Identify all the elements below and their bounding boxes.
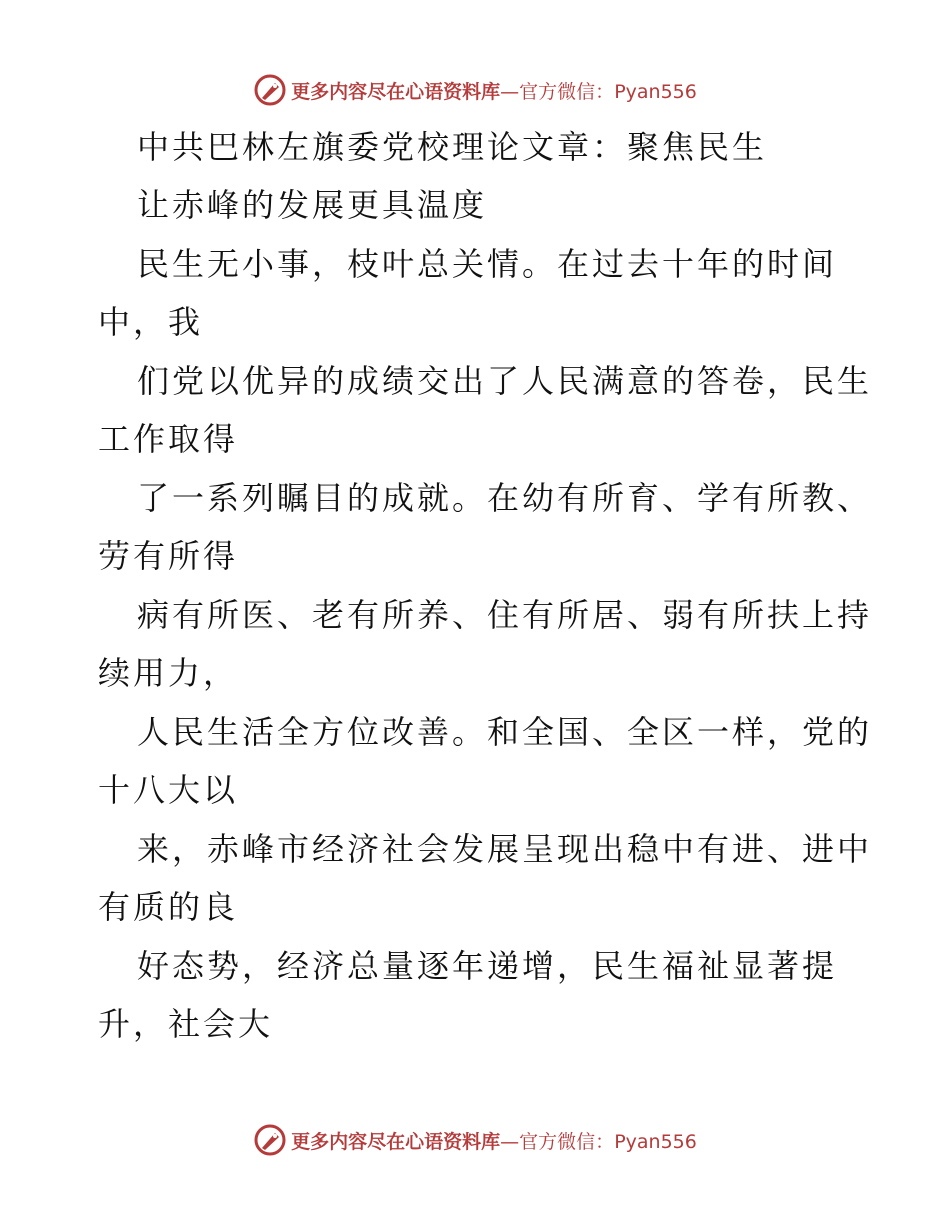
pen-nib-logo-icon bbox=[253, 1123, 287, 1157]
header-text bbox=[291, 77, 697, 104]
header-banner bbox=[0, 70, 950, 110]
paragraph-line: 们党以优异的成绩交出了人民满意的答卷，民生 bbox=[137, 362, 873, 400]
header-wechat-id: Pyan556 bbox=[614, 80, 697, 103]
header-dash: — bbox=[500, 80, 520, 103]
header-site-text: 更多内容尽在心语资料库 bbox=[291, 80, 501, 103]
paragraph-line: 好态势，经济总量逐年递增，民生福祉显著提 bbox=[137, 947, 838, 985]
footer-site-text: 更多内容尽在心语资料库 bbox=[291, 1130, 501, 1153]
paragraph-line: 来，赤峰市经济社会发展呈现出稳中有进、进中 bbox=[137, 830, 873, 868]
footer-wechat-id: Pyan556 bbox=[614, 1130, 697, 1153]
paragraph-line: 民生无小事，枝叶总关情。在过去十年的时间 bbox=[137, 245, 838, 283]
paragraph-line: 人民生活全方位改善。和全国、全区一样，党的 bbox=[137, 713, 873, 751]
footer-wechat-label: 官方微信： bbox=[519, 1130, 615, 1153]
footer-banner bbox=[0, 1120, 950, 1160]
title-line-1: 中共巴林左旗委党校理论文章：聚焦民生 bbox=[137, 128, 768, 166]
footer-dash: — bbox=[500, 1130, 520, 1153]
header-wechat-label: 官方微信： bbox=[519, 80, 615, 103]
paragraph-line: 升，社会大 bbox=[98, 1005, 274, 1043]
pen-nib-logo-icon bbox=[253, 73, 287, 107]
paragraph-line: 续用力， bbox=[98, 654, 239, 692]
title-line-2: 让赤峰的发展更具温度 bbox=[137, 186, 488, 224]
paragraph-line: 病有所医、老有所养、住有所居、弱有所扶上持 bbox=[137, 596, 873, 634]
paragraph-line: 了一系列瞩目的成就。在幼有所育、学有所教、 bbox=[137, 479, 873, 517]
footer-text bbox=[291, 1127, 697, 1154]
paragraph-line: 中，我 bbox=[98, 303, 204, 341]
paragraph-line: 工作取得 bbox=[98, 420, 239, 458]
paragraph-line: 劳有所得 bbox=[98, 537, 239, 575]
paragraph-line: 十八大以 bbox=[98, 771, 239, 809]
paragraph-line: 有质的良 bbox=[98, 888, 239, 926]
